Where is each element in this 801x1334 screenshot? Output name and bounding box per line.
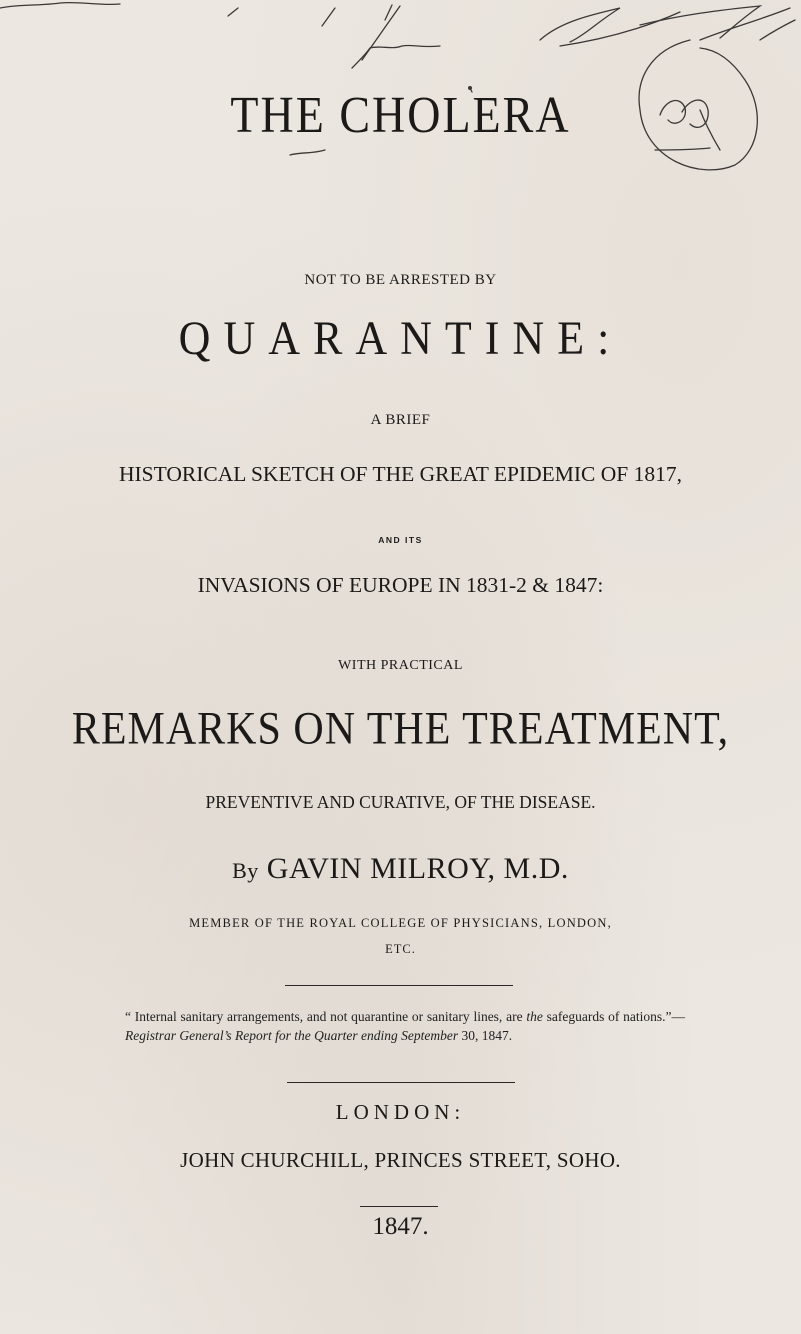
title-the-cholera: THE CHOLERA xyxy=(230,85,571,144)
subtitle-preventive-curative: PREVENTIVE AND CURATIVE, OF THE DISEASE. xyxy=(205,792,596,812)
subtitle-remarks-on-treatment: REMARKS ON THE TREATMENT, xyxy=(71,703,730,755)
epigraph-text: “ Internal sanitary arrangements, and not quarantine or sanitary lines, are xyxy=(125,1009,523,1024)
subtitle-with-practical: WITH PRACTICAL xyxy=(338,658,463,673)
subtitle-historical-sketch: HISTORICAL SKETCH OF THE GREAT EPIDEMIC OF 1817, xyxy=(118,462,683,486)
author-line xyxy=(0,852,801,886)
title-not-to-be-arrested-by: NOT TO BE ARRESTED BY xyxy=(304,272,497,288)
epigraph-date: 30, 1847. xyxy=(461,1028,513,1043)
divider-rule xyxy=(285,985,513,986)
epigraph-source: Registrar General’s Report for the Quarter ending September xyxy=(125,1028,459,1043)
imprint-publisher: JOHN CHURCHILL, PRINCES STREET, SOHO. xyxy=(180,1148,621,1172)
divider-rule-short xyxy=(360,1206,438,1207)
epigraph-text-italic: the xyxy=(526,1009,543,1024)
subtitle-and-its: AND ITS xyxy=(378,535,423,545)
author-name: GAVIN MILROY, M.D. xyxy=(266,852,569,885)
subtitle-a-brief: A BRIEF xyxy=(370,412,431,428)
subtitle-invasions: INVASIONS OF EUROPE IN 1831-2 & 1847: xyxy=(197,573,604,597)
author-by: By xyxy=(232,858,259,883)
imprint-city: LONDON: xyxy=(335,1100,466,1124)
imprint-year: 1847. xyxy=(372,1213,429,1240)
author-credentials: MEMBER OF THE ROYAL COLLEGE OF PHYSICIANS, LONDON, xyxy=(189,916,612,930)
epigraph-quote xyxy=(125,1007,685,1045)
divider-rule xyxy=(287,1082,515,1083)
title-quarantine: QUARANTINE: xyxy=(178,312,623,365)
epigraph-text-end: safeguards of nations.”— xyxy=(546,1009,686,1024)
author-credentials-etc: ETC. xyxy=(385,942,416,956)
